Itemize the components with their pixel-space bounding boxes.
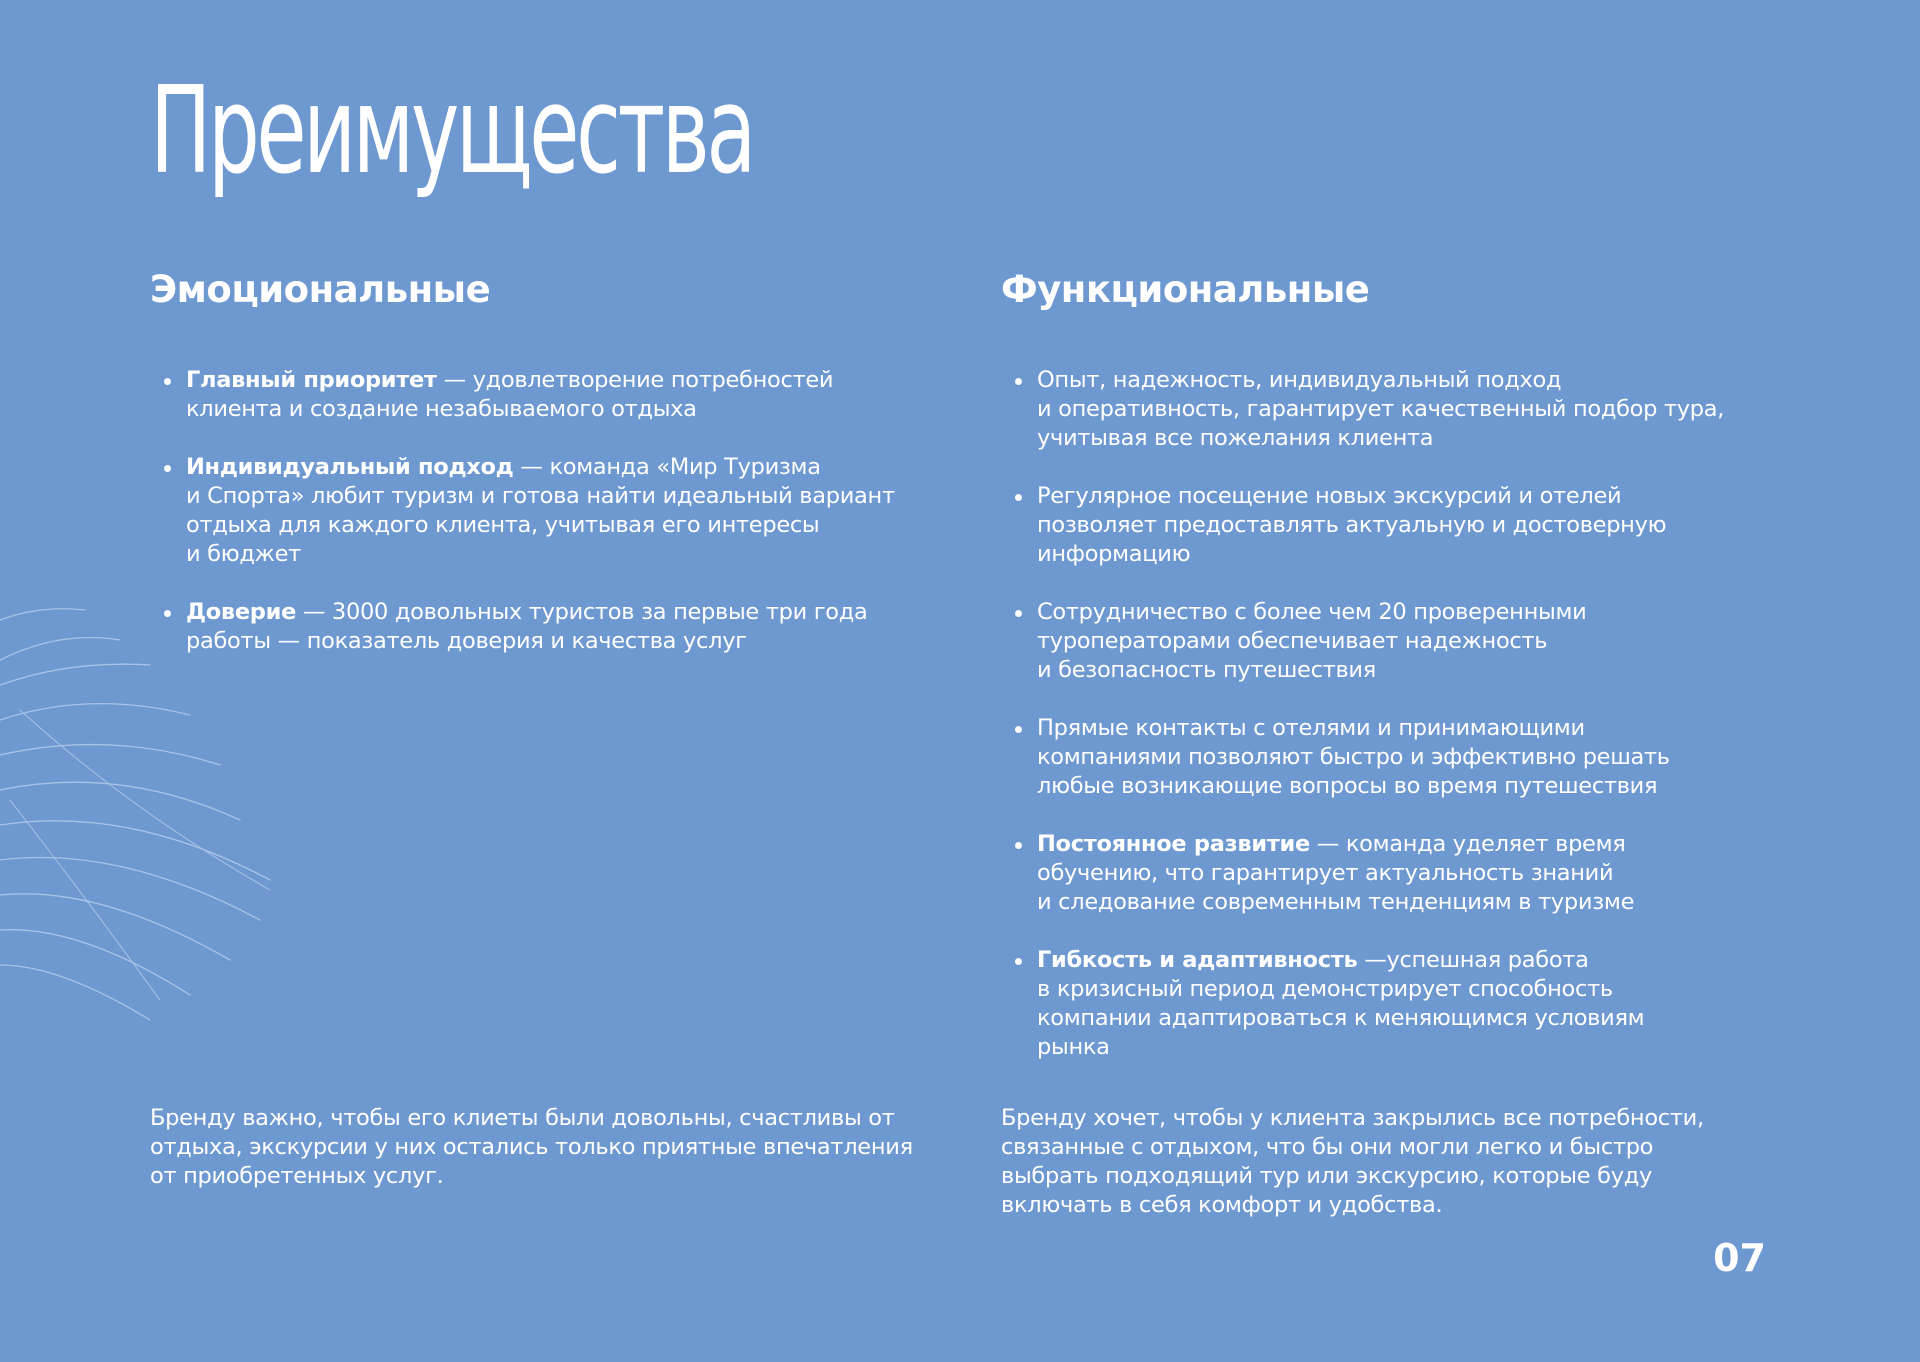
item-text: Регулярное посещение новых экскурсий и отелей позволяет предоставлять актуальную и достоверную информацию (1037, 483, 1667, 567)
functional-heading: Функциональные (1001, 268, 1370, 311)
item-bold: Индивидуальный подход (186, 454, 514, 480)
item-bold: Гибкость и адаптивность (1037, 947, 1358, 973)
list-item (150, 453, 895, 569)
list-item (1001, 482, 1724, 569)
list-item (1001, 946, 1724, 1062)
emotional-heading: Эмоциональные (150, 268, 491, 311)
item-text: — удовлетворение потребностей клиента и создание незабываемого отдыха (186, 367, 834, 422)
page-title: Преимущества (150, 62, 754, 201)
list-item (1001, 598, 1724, 685)
list-item (150, 598, 895, 656)
functional-list (1001, 366, 1724, 1091)
emotional-list (150, 366, 895, 685)
item-text: Прямые контакты с отелями и принимающими компаниями позволяют быстро и эффективно решать любые возникающие вопросы во время путешествия (1037, 715, 1670, 799)
item-text: —успешная работа в кризисный период демонстрирует способность компании адаптироваться к меняющимся условиям рынка (1037, 947, 1645, 1060)
emotional-column (150, 266, 955, 654)
functional-column (1001, 266, 1801, 1060)
list-item (1001, 830, 1724, 917)
item-bold: Доверие (186, 599, 297, 625)
list-item (150, 366, 895, 424)
page-number: 07 (1713, 1236, 1766, 1280)
item-text: Опыт, надежность, индивидуальный подход и оперативность, гарантирует качественный подбор тура, учитывая все пожелания клиента (1037, 367, 1725, 451)
item-bold: Постоянное развитие (1037, 831, 1310, 857)
functional-summary: Бренду хочет, чтобы у клиента закрылись все потребности, связанные с отдыхом, что бы они могли легко и быстро выбрать подходящий тур или экскурсию, которые буду включать в себя комфорт и удобства. (1001, 1105, 1704, 1218)
item-text: — 3000 довольных туристов за первые три года работы — показатель доверия и качества услуг (186, 599, 868, 654)
list-item (1001, 366, 1724, 453)
item-text: Сотрудничество с более чем 20 проверенными туроператорами обеспечивает надежность и безопасность путешествия (1037, 599, 1587, 683)
emotional-summary: Бренду важно, чтобы его клиеты были довольны, счастливы от отдыха, экскурсии у них остались только приятные впечатления от приобретенных услуг. (150, 1105, 913, 1189)
item-bold: Главный приоритет (186, 367, 437, 393)
item-text: — команда уделяет время обучению, что гарантирует актуальность знаний и следование современным тенденциям в туризме (1037, 831, 1635, 915)
list-item (1001, 714, 1724, 801)
item-text: — команда «Мир Туризма и Спорта» любит туризм и готова найти идеальный вариант отдыха для каждого клиента, учитывая его интересы и бюджет (186, 454, 895, 567)
